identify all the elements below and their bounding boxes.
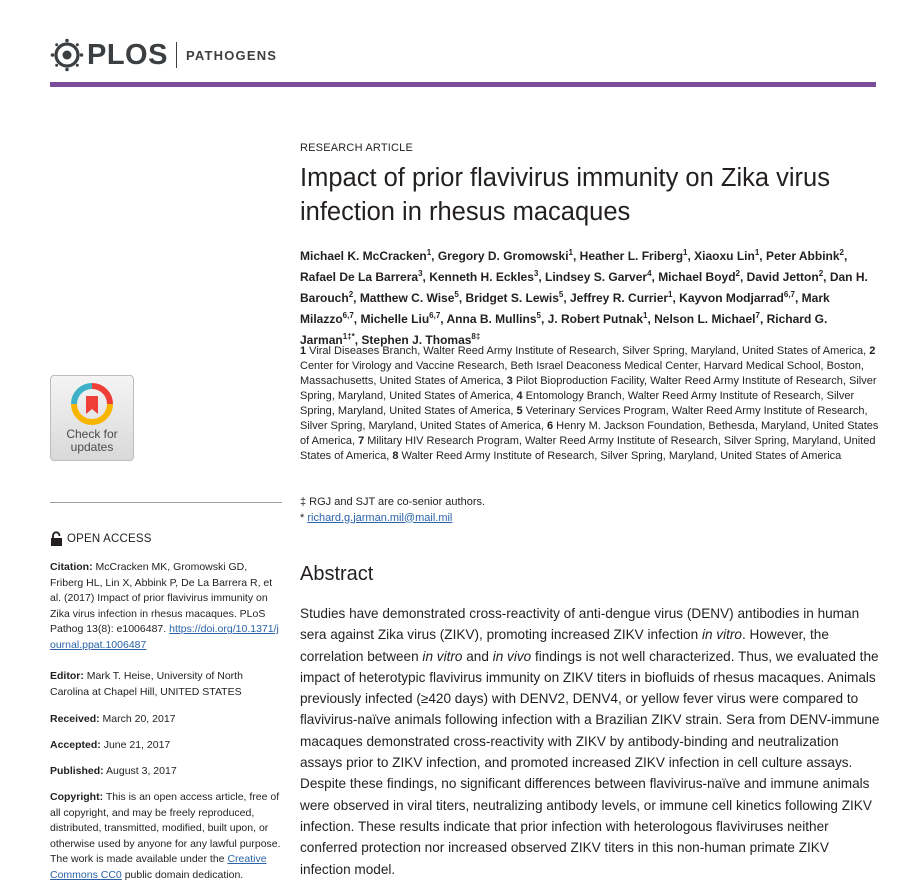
author-name[interactable]: Nelson L. Michael$^7$ [654, 311, 760, 326]
cosenior-note: ‡ RGJ and SJT are co-senior authors. [300, 496, 486, 508]
affiliation-number: 2 [869, 345, 876, 357]
author-name[interactable]: Mark Milazzo$^{6,7}$ [300, 291, 830, 326]
author-affiliation-marker: 1 [568, 248, 573, 257]
author-name[interactable]: Kayvon Modjarrad$^{6,7}$ [679, 290, 795, 305]
author-affiliation-marker: 1 [754, 248, 760, 257]
author-name[interactable]: Michael K. McCracken$^1$ [300, 248, 432, 263]
author-affiliation-marker: 6,7 [342, 311, 354, 320]
open-access-label[interactable]: OPEN ACCESS [50, 531, 152, 546]
journal-header [50, 34, 876, 86]
author-name[interactable]: Michelle Liu$^{6,7}$ [360, 311, 441, 326]
affiliation-number: 1 [300, 345, 307, 357]
corresponding-email: * richard.g.jarman.mil@mail.mil [300, 511, 453, 524]
editor-block: Editor: Mark T. Heise, University of North Carolina at Chapel Hill, UNITED STATES [50, 670, 243, 698]
article-title: Impact of prior flavivirus immunity on Zika virus infection in rhesus macaques [300, 164, 830, 226]
affiliation-text: Henry M. Jackson Foundation, Bethesda, Maryland, United States of America, [300, 420, 879, 447]
affiliation-number: 8 [392, 450, 399, 462]
author-affiliation-marker: 3 [418, 269, 423, 278]
author-affiliation-marker: 2 [839, 248, 844, 257]
author-affiliation-marker: 2 [348, 290, 354, 299]
author-affiliation-marker: 6,7 [429, 311, 441, 320]
crossmark-icon [68, 382, 116, 430]
author-name[interactable]: David Jetton$^2$ [746, 269, 824, 284]
received-date: Received: March 20, 2017 [50, 713, 176, 725]
affiliation-list [300, 344, 880, 464]
affiliation-text: Viral Diseases Branch, Walter Reed Army Institute of Research, Silver Spring, Maryland, United States of America, [306, 345, 870, 357]
header-rule [50, 82, 876, 87]
author-list: Michael K. McCracken$^1$, Gregory D. Gromowski$^1$, Heather L. Friberg$^1$, Xiaoxu Lin$^1$, Peter Abbink$^2$, Rafael De La Barrera$^3$, Kenneth H. Eckles$^3$, Lindsey S. Garver$^4$, Michael Boyd$^2$, David Jetton$^2$, Dan H. Barouch$^2$, Matthew C. Wise$^5$, Bridget S. Lewis$^5$, Jeffrey R. Currier$^1$, Kayvon Modjarrad$^{6,7}$, Mark Milazzo$^{6,7}$, Michelle Liu$^{6,7}$, Anna B. Mullins$^5$, J. Robert Putnak$^1$, Nelson L. Michael$^7$, Richard G. Jarman$^{1\ddagger*}$, Stephen J. Thomas$^{8\ddagger}$ [300, 248, 868, 347]
author-affiliation-marker: 1 [668, 290, 673, 299]
author-name[interactable]: Gregory D. Gromowski$^1$ [437, 248, 573, 263]
affiliation-number: 6 [547, 420, 554, 432]
affiliation-text: Walter Reed Army Institute of Research, Silver Spring, Maryland, United States of America [398, 450, 842, 462]
affiliation-text: Entomology Branch, Walter Reed Army Institute of Research, Silver Spring, Maryland, United States of America, [300, 390, 855, 417]
author-name[interactable]: Lindsey S. Garver$^4$ [545, 269, 652, 284]
author-name[interactable]: Matthew C. Wise$^5$ [359, 290, 459, 305]
author-affiliation-marker: 5 [558, 290, 564, 299]
citation-block: Citation: McCracken MK, Gromowski GD, Friberg HL, Lin X, Abbink P, De La Barrera R, et al. (2017) Impact of prior flavivirus immunity on Zika virus infection in rhesus macaques. PLoS Pathog 13(8): e1006487. https://doi.org/10.1371/journal.ppat.1006487 [50, 561, 279, 651]
author-affiliation-marker: 7 [755, 311, 760, 320]
author-name[interactable]: Heather L. Friberg$^1$ [579, 248, 688, 263]
author-name[interactable]: Rafael De La Barrera$^3$ [300, 269, 423, 284]
author-affiliation-marker: 1 [426, 248, 432, 257]
affiliation-number: 7 [358, 435, 365, 447]
author-name[interactable]: Kenneth H. Eckles$^3$ [429, 269, 539, 284]
author-name[interactable]: Dan H. Barouch$^2$ [300, 270, 868, 305]
logo-wordmark: PLOS [87, 38, 168, 71]
author-affiliation-marker: 2 [735, 269, 740, 278]
affiliation-text: Veterinary Services Program, Walter Reed Army Institute of Research, Silver Spring, Maryland, United States of America, [300, 405, 868, 432]
copyright-block: Copyright: This is an open access article, free of all copyright, and may be freely reproduced, distributed, transmitted, modified, built upon, or otherwise used by anyone for any lawful purpose. The work is made available under the Creative Commons CC0 public domain dedication. [50, 791, 281, 881]
abstract-body: Studies have demonstrated cross-reactivity of anti-dengue virus (DENV) antibodies in human sera against Zika virus (ZIKV), promoting increased ZIKV infection in vitro. However, the correlation between in vitro and in vivo findings is not well characterized. Thus, we evaluated the impact of heterotypic flavivirus immunity on ZIKV titers in biofluids of rhesus macaques. Animals previously infected (≥420 days) with DENV2, DENV4, or yellow fever virus were compared to flavivirus-naïve animals following infection with a Brazilian ZIKV strain. Sera from DENV-immune macaques demonstrated cross-reactivity with ZIKV by antibody-binding and neutralization assays prior to ZIKV infection, and promoted increased ZIKV infection in cell culture assays. Despite these findings, no significant differences between flavivirus-naïve and immune animals were observed in viral titers, neutralizing antibody levels, or immune cell kinetics following ZIKV infection. These results indicate that prior infection with heterologous flaviviruses neither conferred protection nor increased observed ZIKV titers in this non-human primate ZIKV infection model. [300, 606, 880, 877]
author-name[interactable]: Peter Abbink$^2$ [765, 248, 844, 263]
author-notes [300, 495, 880, 526]
author-name[interactable]: Stephen J. Thomas$^{8\ddagger}$ [361, 332, 481, 347]
affiliation-text: Pilot Bioproduction Facility, Walter Reed Army Institute of Research, Silver Spring, Maryland, United States of America, [300, 375, 877, 402]
author-name[interactable]: Richard G. Jarman$^{1\ddagger*}$ [300, 312, 828, 347]
author-name[interactable]: J. Robert Putnak$^1$ [547, 311, 648, 326]
affiliation-number: 3 [506, 375, 513, 387]
plos-globe-icon [50, 38, 84, 72]
affiliation-number: 5 [516, 405, 523, 417]
author-name[interactable]: Michael Boyd$^2$ [658, 269, 740, 284]
author-affiliation-marker: 8‡ [471, 332, 481, 341]
plos-logo[interactable] [50, 38, 277, 72]
sidebar-divider [50, 502, 282, 503]
check-for-updates-badge[interactable] [50, 375, 134, 461]
author-affiliation-marker: 2 [818, 269, 824, 278]
affiliation-text: Center for Virology and Vaccine Research, Beth Israel Deaconess Medical Center, Harvard Medical School, Boston, Massachusetts, United States of America, [300, 360, 864, 387]
badge-label: Check for updates [66, 427, 118, 454]
author-affiliation-marker: 1 [683, 248, 688, 257]
accepted-date: Accepted: June 21, 2017 [50, 739, 171, 751]
published-date: Published: August 3, 2017 [50, 765, 177, 777]
author-affiliation-marker: 6,7 [783, 290, 795, 299]
citation-doi-link[interactable]: https://doi.org/10.1371/journal.ppat.1006487 [50, 623, 279, 651]
abstract-heading: Abstract [300, 563, 374, 585]
email-link[interactable]: richard.g.jarman.mil@mail.mil [307, 511, 453, 524]
author-affiliation-marker: 4 [647, 269, 652, 278]
author-affiliation-marker: 5 [536, 311, 541, 320]
author-affiliation-marker: 3 [533, 269, 539, 278]
affiliation-number: 4 [516, 390, 523, 402]
author-name[interactable]: Bridget S. Lewis$^5$ [465, 290, 564, 305]
creative-commons-link[interactable]: Creative Commons CC0 [50, 853, 267, 881]
author-affiliation-marker: 1 [643, 311, 648, 320]
logo-divider [176, 42, 177, 68]
author-name[interactable]: Anna B. Mullins$^5$ [446, 311, 541, 326]
affiliation-text: Military HIV Research Program, Walter Reed Army Institute of Research, Silver Spring, Maryland, United States of America, [300, 435, 876, 462]
author-name[interactable]: Jeffrey R. Currier$^1$ [570, 290, 673, 305]
open-lock-icon [50, 531, 63, 546]
author-affiliation-marker: 1‡* [342, 332, 355, 341]
journal-name: PATHOGENS [185, 47, 278, 63]
article-type: RESEARCH ARTICLE [300, 142, 414, 154]
author-affiliation-marker: 5 [454, 290, 459, 299]
author-name[interactable]: Xiaoxu Lin$^1$ [694, 248, 760, 263]
